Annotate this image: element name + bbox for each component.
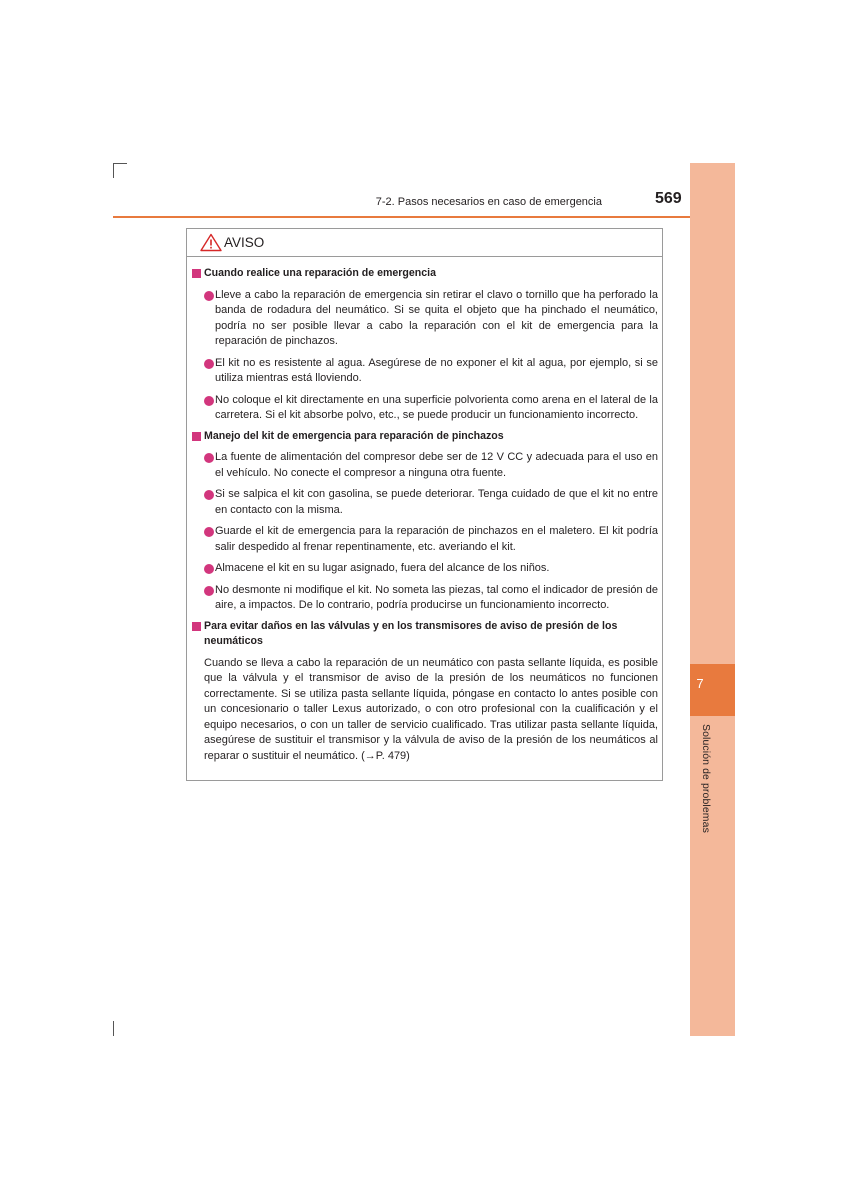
crop-mark bbox=[113, 163, 114, 178]
warning-title: AVISO bbox=[224, 235, 265, 250]
bullet-text: Lleve a cabo la reparación de emergencia sin retirar el clavo o tornillo que ha perforado la banda de rodadura del neumático. Si se quita el objeto que ha pinchado el neumático, podría no ser posible llevar a cabo la reparación con el kit de emergencia para la reparación de pinchazos. bbox=[215, 288, 658, 347]
round-bullet-icon bbox=[204, 586, 214, 596]
round-bullet-icon bbox=[204, 453, 214, 463]
section-paragraph: Cuando se lleva a cabo la reparación de un neumático con pasta sellante líquida, es posible que la válvula y el transmisor de aviso de la presión de los neumáticos no funcionen correctamente. Si se utiliza pasta sellante líquida, póngase en contacto lo antes posible con un concesionario o taller Lexus autorizado, o con otro profesional con la cualificación y el equipo necesarios, o con un taller de servicio cualificado. Tras utilizar pasta sellante líquida, asegúrese de sustituir el transmisor y la válvula de aviso de la presión de los neumáticos al reparar o sustituir el neumático. (→P. 479) bbox=[204, 656, 658, 762]
warning-triangle-icon bbox=[200, 233, 222, 252]
list-item bbox=[190, 450, 658, 481]
section-heading-valve-damage bbox=[190, 619, 658, 650]
warning-header bbox=[187, 229, 662, 257]
warning-box bbox=[186, 228, 663, 781]
bullet-text: La fuente de alimentación del compresor debe ser de 12 V CC y adecuada para el uso en el vehículo. No conecte el compresor a ninguna otra fuente. bbox=[215, 451, 658, 479]
list-item bbox=[190, 561, 658, 577]
square-bullet-icon bbox=[192, 432, 201, 441]
crop-mark bbox=[113, 1021, 114, 1036]
round-bullet-icon bbox=[204, 396, 214, 406]
list-item bbox=[190, 583, 658, 614]
section-heading-kit-handling bbox=[190, 429, 658, 445]
list-item bbox=[190, 288, 658, 350]
round-bullet-icon bbox=[204, 564, 214, 574]
bullet-text: No desmonte ni modifique el kit. No someta las piezas, tal como el indicador de presión de aire, a impactos. De lo contrario, podría producirse un funcionamiento incorrecto. bbox=[215, 583, 658, 611]
bullet-text: Guarde el kit de emergencia para la reparación de pinchazos en el maletero. El kit podría salir despedido al frenar repentinamente, etc. averiando el kit. bbox=[215, 525, 658, 553]
heading-text: Cuando realice una reparación de emergencia bbox=[204, 267, 436, 279]
list-item bbox=[190, 393, 658, 424]
chapter-number: 7 bbox=[696, 676, 704, 691]
list-item bbox=[190, 356, 658, 387]
header-rule bbox=[113, 216, 735, 218]
warning-content bbox=[190, 266, 658, 764]
section-heading: 7-2. Pasos necesarios en caso de emergencia bbox=[375, 196, 602, 208]
bullet-text: Almacene el kit en su lugar asignado, fuera del alcance de los niños. bbox=[215, 562, 550, 574]
chapter-side-tab bbox=[690, 163, 735, 1036]
round-bullet-icon bbox=[204, 291, 214, 301]
round-bullet-icon bbox=[204, 490, 214, 500]
list-item bbox=[190, 524, 658, 555]
chapter-title: Solución de problemas bbox=[700, 724, 712, 833]
round-bullet-icon bbox=[204, 359, 214, 369]
bullet-text: Si se salpica el kit con gasolina, se puede deteriorar. Tenga cuidado de que el kit no entre en contacto con la misma. bbox=[215, 488, 658, 516]
round-bullet-icon bbox=[204, 527, 214, 537]
bullet-text: El kit no es resistente al agua. Asegúrese de no exponer el kit al agua, por ejemplo, si se utiliza mientras está lloviendo. bbox=[215, 356, 658, 384]
crop-mark bbox=[113, 163, 127, 164]
square-bullet-icon bbox=[192, 622, 201, 631]
square-bullet-icon bbox=[192, 269, 201, 278]
section-heading-emergency-repair bbox=[190, 266, 658, 282]
heading-text: Para evitar daños en las válvulas y en los transmisores de aviso de presión de los neumáticos bbox=[204, 619, 618, 647]
page-number: 569 bbox=[655, 190, 682, 207]
bullet-text: No coloque el kit directamente en una superficie polvorienta como arena en el lateral de la carretera. Si el kit absorbe polvo, etc., se puede producir un funcionamiento incorrecto. bbox=[215, 393, 658, 421]
heading-text: Manejo del kit de emergencia para reparación de pinchazos bbox=[204, 429, 504, 442]
list-item bbox=[190, 487, 658, 518]
